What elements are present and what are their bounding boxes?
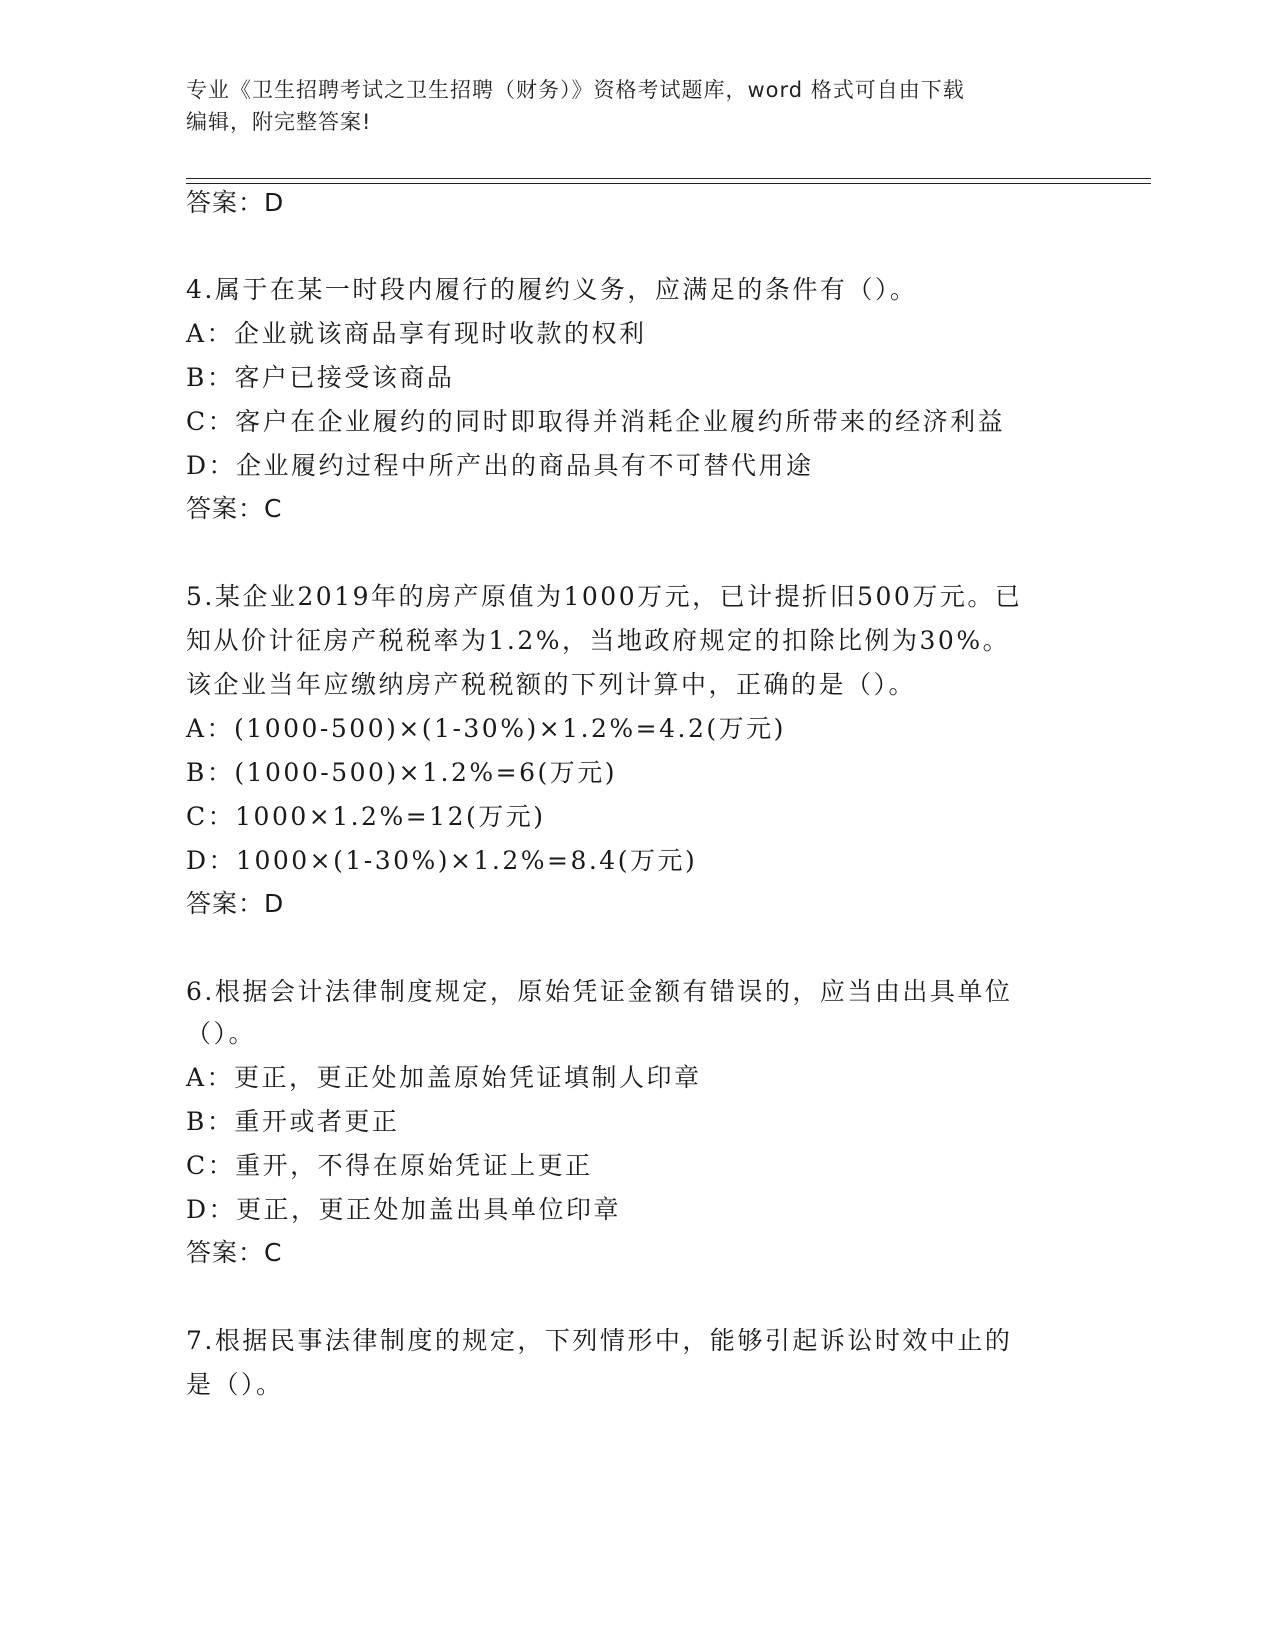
question-4-option-c: C：客户在企业履约的同时即取得并消耗企业履约所带来的经济利益 [186, 407, 1006, 436]
question-5-stem-line-2: 知从价计征房产税税率为1.2%，当地政府规定的扣除比例为30%。 [186, 626, 1011, 655]
question-5-option-b: B：(1000-500)×1.2%=6(万元) [186, 758, 617, 787]
question-5-option-c: C：1000×1.2%=12(万元) [186, 802, 546, 831]
question-6-stem-line-1: 6.根据会计法律制度规定，原始凭证金额有错误的，应当由出具单位 [186, 977, 1013, 1006]
question-7-stem-line-1: 7.根据民事法律制度的规定，下列情形中，能够引起诉讼时效中止的 [186, 1326, 1013, 1355]
question-5-stem-line-3: 该企业当年应缴纳房产税税额的下列计算中，正确的是（）。 [186, 670, 917, 699]
question-6-stem-line-2: （）。 [186, 1019, 257, 1048]
question-6-option-d: D：更正，更正处加盖出具单位印章 [186, 1195, 622, 1224]
header-divider-top [186, 178, 1151, 179]
answer-line: 答案：D [186, 188, 285, 217]
question-5-option-d: D：1000×(1-30%)×1.2%=8.4(万元) [186, 846, 698, 875]
header-divider-bottom [186, 183, 1151, 184]
question-6-option-a: A：更正，更正处加盖原始凭证填制人印章 [186, 1063, 702, 1092]
question-6-answer: 答案：C [186, 1238, 283, 1267]
question-4-option-a: A：企业就该商品享有现时收款的权利 [186, 319, 647, 348]
question-6-option-c: C：重开，不得在原始凭证上更正 [186, 1151, 593, 1180]
question-7-stem-line-2: 是（）。 [186, 1370, 284, 1399]
header-line-1: 专业《卫生招聘考试之卫生招聘（财务）》资格考试题库，word 格式可自由下载 [186, 78, 965, 102]
question-4-option-b: B：客户已接受该商品 [186, 363, 455, 392]
header-line-2: 编辑，附完整答案! [186, 110, 372, 134]
question-5-stem-line-1: 5.某企业2019年的房产原值为1000万元，已计提折旧500万元。已 [186, 582, 1023, 611]
question-4-option-d: D：企业履约过程中所产出的商品具有不可替代用途 [186, 451, 814, 480]
question-4-stem: 4.属于在某一时段内履行的履约义务，应满足的条件有（）。 [186, 275, 918, 304]
question-6-option-b: B：重开或者更正 [186, 1107, 400, 1136]
question-4-answer: 答案：C [186, 494, 283, 523]
question-5-answer: 答案：D [186, 889, 285, 918]
question-5-option-a: A：(1000-500)×(1-30%)×1.2%=4.2(万元) [186, 714, 786, 743]
document-header [186, 74, 1066, 138]
